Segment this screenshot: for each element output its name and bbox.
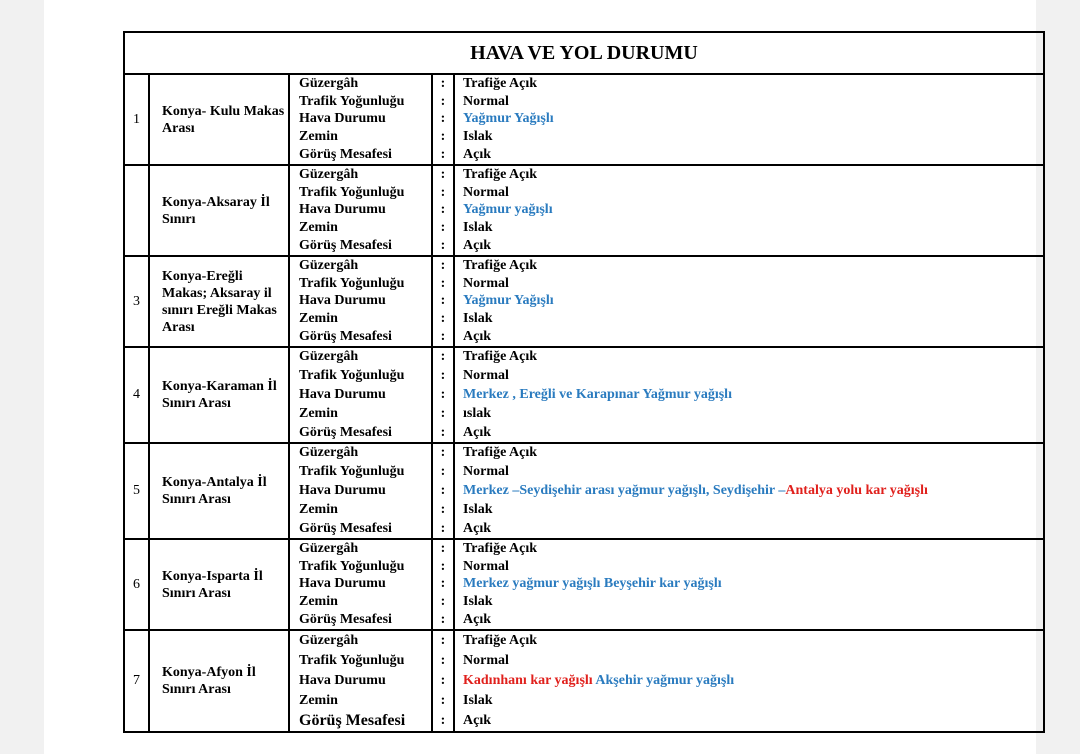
field-value: Islak (463, 311, 493, 327)
route-fields (290, 631, 1043, 731)
field-value: Islak (463, 220, 493, 236)
route-name: Konya-Isparta İl Sınırı Arası (150, 540, 290, 629)
route-name: Konya-Afyon İl Sınırı Arası (150, 631, 290, 731)
field-value: Trafiğe Açık (463, 349, 538, 365)
weather-text: Merkez , Ereğli ve Karapınar Yağmur yağışlı (463, 386, 732, 402)
field-value: Normal (463, 558, 509, 574)
field-value (455, 387, 732, 403)
field-zemin (290, 593, 1043, 611)
field-colon: : (431, 671, 455, 691)
table-body (125, 75, 1043, 731)
field-hava (290, 111, 1043, 129)
field-label: Hava Durumu (299, 202, 386, 218)
field-colon: : (431, 310, 455, 328)
field-colon: : (431, 328, 455, 346)
field-guzergah (290, 540, 1043, 558)
field-guzergah (290, 348, 1043, 367)
field-label: Trafik Yoğunluğu (299, 558, 405, 574)
field-label: Trafik Yoğunluğu (299, 653, 405, 668)
weather-text: Yağmur Yağışlı (463, 293, 554, 309)
route-name: Konya-Ereğli Makas; Aksaray il sınırı Ereğli Makas Arası (150, 257, 290, 346)
field-value (455, 202, 553, 218)
field-colon: : (431, 463, 455, 482)
field-value: Normal (463, 464, 509, 480)
field-colon: : (431, 275, 455, 293)
field-colon: : (431, 128, 455, 146)
field-colon: : (431, 711, 455, 731)
weather-text: Antalya yolu kar yağışlı (785, 482, 928, 498)
field-hava (290, 293, 1043, 311)
field-label: Hava Durumu (299, 111, 386, 127)
field-trafik (290, 275, 1043, 293)
route-fields (290, 75, 1043, 164)
field-colon: : (431, 293, 455, 311)
field-label: Güzergâh (299, 633, 359, 648)
field-label: Hava Durumu (299, 673, 386, 688)
field-label: Zemin (299, 220, 338, 236)
field-hava (290, 202, 1043, 220)
field-colon: : (431, 558, 455, 576)
field-colon: : (431, 404, 455, 423)
field-label: Trafik Yoğunluğu (299, 275, 405, 291)
field-label: Görüş Mesafesi (299, 238, 392, 254)
field-colon: : (431, 651, 455, 671)
weather-text: Akşehir yağmur yağışlı (592, 673, 735, 688)
field-label: Görüş Mesafesi (299, 147, 392, 163)
field-colon: : (431, 111, 455, 129)
field-label: Görüş Mesafesi (299, 612, 392, 628)
field-guzergah (290, 444, 1043, 463)
field-colon: : (431, 611, 455, 629)
route-fields (290, 166, 1043, 255)
route-fields (290, 257, 1043, 346)
field-gorus (290, 237, 1043, 255)
table-row (125, 631, 1043, 731)
field-value: Islak (463, 693, 493, 708)
field-colon: : (431, 576, 455, 594)
field-value: Açık (463, 424, 491, 440)
route-name: Konya-Antalya İl Sınırı Arası (150, 444, 290, 538)
weather-text: Merkez yağmur yağışlı Beyşehir kar yağışlı (463, 576, 722, 592)
field-label: Güzergâh (299, 445, 359, 461)
field-label: Zemin (299, 501, 338, 517)
field-value: ıslak (463, 405, 492, 421)
table-row (125, 75, 1043, 166)
field-label: Zemin (299, 693, 338, 708)
field-guzergah (290, 166, 1043, 184)
field-value: Açık (463, 147, 491, 163)
field-label: Güzergâh (299, 75, 359, 91)
field-colon: : (431, 482, 455, 501)
field-label: Hava Durumu (299, 482, 386, 498)
field-guzergah (290, 631, 1043, 651)
field-zemin (290, 128, 1043, 146)
field-colon: : (431, 500, 455, 519)
field-value (455, 483, 928, 499)
row-number (125, 166, 150, 255)
field-trafik (290, 463, 1043, 482)
row-number: 7 (125, 631, 150, 731)
field-value (455, 293, 554, 309)
field-colon: : (431, 444, 455, 463)
field-zemin (290, 691, 1043, 711)
field-colon: : (431, 146, 455, 164)
field-colon: : (431, 367, 455, 386)
field-value: Trafiğe Açık (463, 540, 538, 556)
field-colon: : (431, 75, 455, 93)
field-label: Trafik Yoğunluğu (299, 368, 405, 384)
field-trafik (290, 651, 1043, 671)
field-value: Islak (463, 129, 493, 145)
field-value: Islak (463, 594, 493, 610)
field-gorus (290, 611, 1043, 629)
field-colon: : (431, 166, 455, 184)
weather-text: Merkez –Seydişehir arası yağmur yağışlı, Seydişehir – (463, 482, 786, 498)
field-label: Zemin (299, 311, 338, 327)
field-colon: : (431, 423, 455, 442)
field-value: Açık (463, 612, 491, 628)
field-value: Trafiğe Açık (463, 166, 538, 182)
field-label: Trafik Yoğunluğu (299, 93, 405, 109)
field-hava (290, 576, 1043, 594)
field-label: Güzergâh (299, 349, 359, 365)
field-colon: : (431, 219, 455, 237)
field-value: Trafiğe Açık (463, 75, 538, 91)
field-value: Normal (463, 93, 509, 109)
field-value: Açık (463, 238, 491, 254)
field-colon: : (431, 593, 455, 611)
field-value: Açık (463, 520, 491, 536)
field-value: Islak (463, 501, 493, 517)
row-number: 4 (125, 348, 150, 442)
field-colon: : (431, 93, 455, 111)
field-zemin (290, 219, 1043, 237)
field-colon: : (431, 540, 455, 558)
field-hava (290, 482, 1043, 501)
field-value: Normal (463, 184, 509, 200)
field-gorus (290, 146, 1043, 164)
field-zemin (290, 310, 1043, 328)
route-fields (290, 444, 1043, 538)
field-value: Normal (463, 368, 509, 384)
field-colon: : (431, 386, 455, 405)
weather-text: Yağmur yağışlı (463, 202, 553, 218)
field-colon: : (431, 631, 455, 651)
field-value: Açık (463, 713, 491, 728)
weather-text: Yağmur Yağışlı (463, 111, 554, 127)
field-value: Trafiğe Açık (463, 445, 538, 461)
field-value: Normal (463, 275, 509, 291)
field-hava (290, 386, 1043, 405)
field-value (455, 673, 734, 689)
field-gorus (290, 711, 1043, 731)
table-row (125, 444, 1043, 540)
field-label: Güzergâh (299, 540, 359, 556)
field-label: Zemin (299, 594, 338, 610)
field-label: Görüş Mesafesi (299, 520, 392, 536)
field-gorus (290, 328, 1043, 346)
row-number: 3 (125, 257, 150, 346)
field-value: Trafiğe Açık (463, 633, 538, 648)
field-value (455, 111, 554, 127)
field-label: Hava Durumu (299, 293, 386, 309)
field-label: Güzergâh (299, 166, 359, 182)
field-colon: : (431, 237, 455, 255)
table-row (125, 348, 1043, 444)
field-gorus (290, 423, 1043, 442)
row-number: 6 (125, 540, 150, 629)
field-hava (290, 671, 1043, 691)
field-label: Görüş Mesafesi (299, 424, 392, 440)
field-guzergah (290, 257, 1043, 275)
field-value: Normal (463, 653, 509, 668)
route-name: Konya-Aksaray İl Sınırı (150, 166, 290, 255)
route-name: Konya-Karaman İl Sınırı Arası (150, 348, 290, 442)
field-label: Görüş Mesafesi (299, 712, 406, 729)
field-guzergah (290, 75, 1043, 93)
field-colon: : (431, 202, 455, 220)
field-value (455, 576, 722, 592)
field-label: Zemin (299, 405, 338, 421)
field-label: Hava Durumu (299, 386, 386, 402)
field-label: Zemin (299, 129, 338, 145)
row-number: 5 (125, 444, 150, 538)
field-trafik (290, 558, 1043, 576)
field-colon: : (431, 257, 455, 275)
field-zemin (290, 404, 1043, 423)
weather-road-table (123, 31, 1045, 733)
field-value: Açık (463, 329, 491, 345)
table-row (125, 166, 1043, 257)
field-zemin (290, 500, 1043, 519)
route-fields (290, 348, 1043, 442)
field-label: Görüş Mesafesi (299, 329, 392, 345)
field-label: Hava Durumu (299, 576, 386, 592)
field-trafik (290, 367, 1043, 386)
table-row (125, 257, 1043, 348)
table-row (125, 540, 1043, 631)
field-trafik (290, 184, 1043, 202)
field-colon: : (431, 348, 455, 367)
row-number: 1 (125, 75, 150, 164)
field-label: Trafik Yoğunluğu (299, 464, 405, 480)
field-trafik (290, 93, 1043, 111)
field-value: Trafiğe Açık (463, 257, 538, 273)
field-colon: : (431, 691, 455, 711)
route-name: Konya- Kulu Makas Arası (150, 75, 290, 164)
field-colon: : (431, 184, 455, 202)
field-label: Güzergâh (299, 257, 359, 273)
field-label: Trafik Yoğunluğu (299, 184, 405, 200)
table-title: HAVA VE YOL DURUMU (125, 33, 1043, 75)
field-gorus (290, 519, 1043, 538)
document-page (44, 0, 1036, 754)
route-fields (290, 540, 1043, 629)
weather-text: Kadınhanı kar yağışlı (463, 673, 593, 688)
field-colon: : (431, 519, 455, 538)
